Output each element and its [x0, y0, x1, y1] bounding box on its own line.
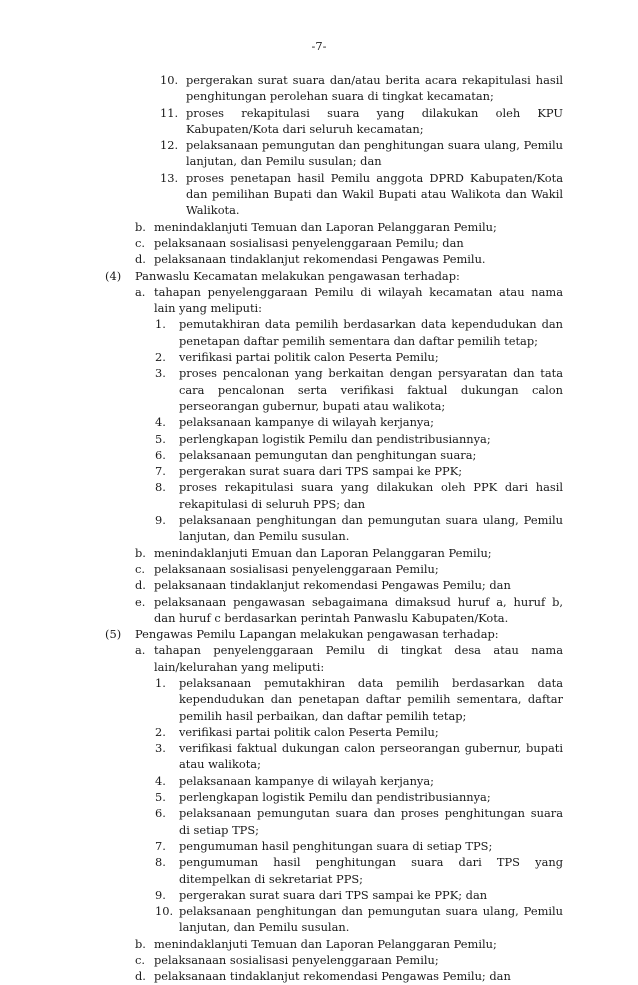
- list-item: [0, 479, 638, 512]
- item-number: 9.: [155, 513, 166, 528]
- item-letter: e.: [135, 594, 146, 609]
- list-item: [0, 431, 638, 447]
- item-text: menindaklanjuti Temuan dan Laporan Pelanggaran Pemilu;: [154, 936, 497, 951]
- item-number: 8.: [155, 480, 166, 495]
- item-number: 5.: [155, 431, 166, 446]
- list-item: [0, 854, 638, 887]
- letter-item: [0, 952, 638, 968]
- item-text: pelaksanaan pemungutan dan penghitungan suara;: [179, 447, 477, 462]
- item-number: 10.: [155, 904, 174, 919]
- list-item: [0, 170, 638, 219]
- item-text: pelaksanaan pemungutan dan penghitungan suara ulang, Pemilu lanjutan, dan Pemilu susulan; dan: [186, 138, 563, 169]
- letter-item: [0, 235, 638, 251]
- item-text: pelaksanaan sosialisasi penyelenggaraan Pemilu;: [154, 561, 439, 576]
- item-letter: b.: [135, 545, 146, 560]
- item-letter: c.: [135, 561, 146, 576]
- item-letter: d.: [135, 252, 146, 267]
- list-item: [0, 903, 638, 936]
- page-number: -7-: [311, 39, 327, 53]
- item-number: 2.: [155, 724, 166, 739]
- list-item: [0, 789, 638, 805]
- item-text: proses rekapitulasi suara yang dilakukan oleh KPU Kabupaten/Kota dari seluruh kecamatan;: [186, 105, 563, 136]
- letter-item: [0, 577, 638, 593]
- item-text: pelaksanaan pengawasan sebagaimana dimaksud huruf a, huruf b, dan huruf c berdasarkan perintah Panwaslu Kabupaten/Kota.: [154, 594, 563, 625]
- item-number: 4.: [155, 773, 166, 788]
- item-letter: d.: [135, 578, 146, 593]
- section-text: Pengawas Pemilu Lapangan melakukan pengawasan terhadap:: [135, 627, 499, 642]
- letter-item: [0, 545, 638, 561]
- item-text: menindaklanjuti Temuan dan Laporan Pelanggaran Pemilu;: [154, 219, 497, 234]
- item-number: 3.: [155, 366, 166, 381]
- item-text: pelaksanaan sosialisasi penyelenggaraan Pemilu;: [154, 953, 439, 968]
- item-text: verifikasi partai politik calon Peserta Pemilu;: [179, 724, 439, 739]
- item-number: 7.: [155, 838, 166, 853]
- item-text: pengumuman hasil penghitungan suara dari TPS yang ditempelkan di sekretariat PPS;: [179, 855, 563, 886]
- item-text: menindaklanjuti Emuan dan Laporan Pelanggaran Pemilu;: [154, 545, 492, 560]
- section-4-heading: [0, 268, 638, 284]
- item-text: pergerakan surat suara dari TPS sampai ke PPK;: [179, 464, 463, 479]
- item-letter: c.: [135, 953, 146, 968]
- item-text: pelaksanaan sosialisasi penyelenggaraan Pemilu; dan: [154, 235, 464, 250]
- section-text: Panwaslu Kecamatan melakukan pengawasan terhadap:: [135, 268, 460, 283]
- item-text: pelaksanaan penghitungan dan pemungutan suara ulang, Pemilu lanjutan, dan Pemilu susulan.: [179, 513, 563, 544]
- item-text: pengumuman hasil penghitungan suara di setiap TPS;: [179, 838, 493, 853]
- list-item: [0, 773, 638, 789]
- list-item: [0, 838, 638, 854]
- item-number: 6.: [155, 806, 166, 821]
- item-text: perlengkapan logistik Pemilu dan pendistribusiannya;: [179, 431, 491, 446]
- item-text: pelaksanaan penghitungan dan pemungutan suara ulang, Pemilu lanjutan, dan Pemilu susulan.: [179, 904, 563, 935]
- list-item: [0, 512, 638, 545]
- item-number: 8.: [155, 855, 166, 870]
- item-text: pelaksanaan kampanye di wilayah kerjanya;: [179, 415, 434, 430]
- letter-item: [0, 968, 638, 984]
- list-item: [0, 887, 638, 903]
- document-body: [0, 72, 638, 985]
- item-text: verifikasi partai politik calon Peserta Pemilu;: [179, 350, 439, 365]
- letter-item: [0, 251, 638, 267]
- list-item: [0, 414, 638, 430]
- item-text: tahapan penyelenggaraan Pemilu di wilayah kecamatan atau nama lain yang meliputi:: [154, 284, 563, 316]
- item-text: proses pencalonan yang berkaitan dengan persyaratan dan tata cara pencalonan serta verifikasi faktual dukungan calon perseorangan gubernur, bupati atau walikota;: [179, 366, 563, 413]
- list-item: [0, 105, 638, 138]
- item-letter: d.: [135, 969, 146, 984]
- list-item: [0, 805, 638, 838]
- letter-item: [0, 594, 638, 627]
- list-item: [0, 316, 638, 349]
- letter-item: [0, 284, 638, 317]
- item-letter: a.: [135, 284, 146, 299]
- item-text: pergerakan surat suara dan/atau berita acara rekapitulasi hasil penghitungan perolehan suara di tingkat kecamatan;: [186, 73, 563, 104]
- item-number: 13.: [160, 170, 179, 185]
- item-text: pelaksanaan pemungutan suara dan proses penghitungan suara di setiap TPS;: [179, 806, 563, 837]
- item-text: pelaksanaan tindaklanjut rekomendasi Pengawas Pemilu; dan: [154, 969, 511, 984]
- item-text: perlengkapan logistik Pemilu dan pendistribusiannya;: [179, 790, 491, 805]
- item-number: 1.: [155, 317, 166, 332]
- item-text: pelaksanaan tindaklanjut rekomendasi Pengawas Pemilu.: [154, 252, 486, 267]
- list-item: [0, 724, 638, 740]
- letter-item: [0, 936, 638, 952]
- list-item: [0, 463, 638, 479]
- letter-item: [0, 219, 638, 235]
- item-text: pelaksanaan pemutakhiran data pemilih berdasarkan data kependudukan dan penetapan daftar pemilih sementara, daftar pemilih hasil perbaikan, dan daftar pemilih tetap;: [179, 675, 563, 723]
- list-item: [0, 675, 638, 724]
- item-letter: b.: [135, 936, 146, 951]
- item-text: tahapan penyelenggaraan Pemilu di tingkat desa atau nama lain/kelurahan yang meliputi:: [154, 643, 563, 674]
- item-text: proses rekapitulasi suara yang dilakukan oleh PPK dari hasil rekapitulasi di seluruh PPS; dan: [179, 480, 563, 511]
- item-number: 1.: [155, 675, 166, 690]
- item-number: 11.: [160, 105, 179, 120]
- list-item: [0, 137, 638, 170]
- section-5-heading: [0, 626, 638, 642]
- item-text: proses penetapan hasil Pemilu anggota DPRD Kabupaten/Kota dan pemilihan Bupati dan Wakil Bupati atau Walikota dan Wakil Walikota.: [186, 170, 563, 218]
- letter-item: [0, 642, 638, 675]
- item-number: 9.: [155, 887, 166, 902]
- section-marker: (5): [105, 627, 122, 642]
- item-letter: b.: [135, 219, 146, 234]
- item-number: 2.: [155, 350, 166, 365]
- list-item: [0, 349, 638, 365]
- item-number: 10.: [160, 73, 179, 87]
- item-number: 6.: [155, 447, 166, 462]
- list-item: [0, 740, 638, 773]
- item-text: pelaksanaan kampanye di wilayah kerjanya;: [179, 773, 434, 788]
- item-text: pelaksanaan tindaklanjut rekomendasi Pengawas Pemilu; dan: [154, 578, 511, 593]
- item-letter: a.: [135, 643, 146, 658]
- list-item: [0, 72, 638, 105]
- list-item: [0, 447, 638, 463]
- list-item: [0, 365, 638, 414]
- item-text: verifikasi faktual dukungan calon perseorangan gubernur, bupati atau walikota;: [179, 741, 563, 772]
- item-number: 4.: [155, 415, 166, 430]
- item-letter: c.: [135, 235, 146, 250]
- item-number: 7.: [155, 464, 166, 479]
- item-number: 3.: [155, 741, 166, 756]
- section-marker: (4): [105, 268, 122, 283]
- letter-item: [0, 561, 638, 577]
- item-number: 5.: [155, 790, 166, 805]
- item-number: 12.: [160, 138, 179, 153]
- item-text: pemutakhiran data pemilih berdasarkan data kependudukan dan penetapan daftar pemilih sementara dan daftar pemilih tetap;: [179, 317, 563, 348]
- item-text: pergerakan surat suara dari TPS sampai ke PPK; dan: [179, 887, 488, 902]
